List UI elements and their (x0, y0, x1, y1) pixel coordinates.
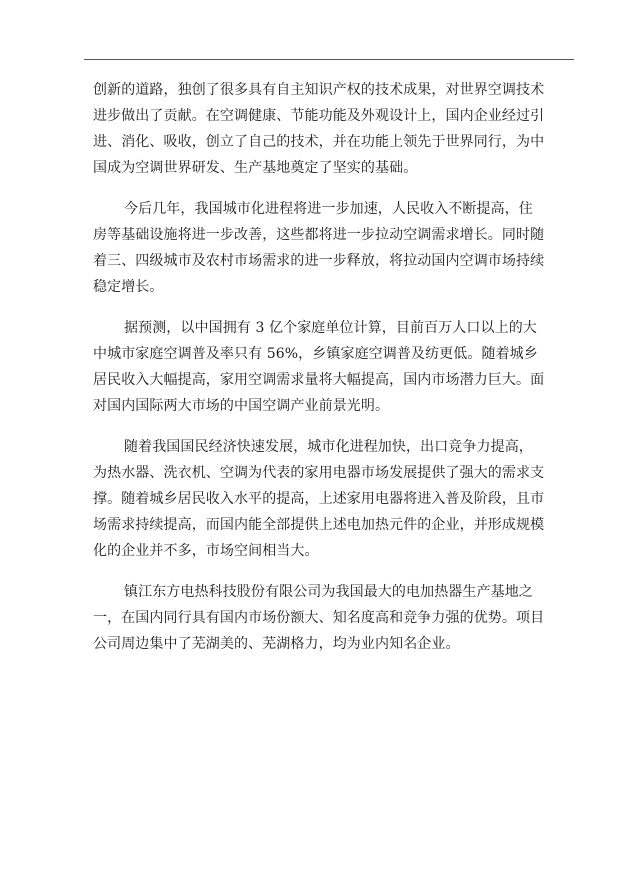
text-line: 今后几年，我国城市化进程将进一步加速，人民收入不断提高，住 (124, 201, 533, 217)
text-line: 创新的道路，独创了很多具有自主知识产权的技术成果，对世界空调技术 (93, 82, 545, 98)
paragraph-5 (93, 579, 558, 657)
text-line: 国成为空调世界研发、生产基地奠定了坚实的基础。 (93, 160, 418, 176)
text-line: 着三、四级城市及农村市场需求的进一步释放，将拉动国内空调市场持续 (93, 253, 545, 269)
text-line: 中城市家庭空调普及率只有 56%，乡镇家庭空调普及纺更低。随着城乡 (93, 346, 538, 362)
document-body (93, 77, 558, 672)
text-line: 进步做出了贡献。在空调健康、节能功能及外观设计上，国内企业经过引 (93, 108, 545, 124)
paragraph-2 (93, 196, 558, 300)
paragraph-4 (93, 434, 558, 564)
text-line: 房等基础设施将进一步改善，这些都将进一步拉动空调需求增长。同时随 (93, 227, 545, 243)
text-line: 对国内国际两大市场的中国空调产业前景光明。 (93, 398, 390, 414)
text-line: 公司周边集中了芜湖美的、芜湖格力，均为业内知名企业。 (93, 636, 460, 652)
paragraph-3 (93, 315, 558, 419)
text-line: 撑。随着城乡居民收入水平的提高，上述家用电器将进入普及阶段，且市 (93, 491, 545, 507)
text-line: 为热水器、洗衣机、空调为代表的家用电器市场发展提供了强大的需求支 (93, 465, 545, 481)
text-line: 进、消化、吸收，创立了自己的技术，并在功能上领先于世界同行，为中 (93, 134, 545, 150)
paragraph-1 (93, 77, 558, 181)
text-line: 随着我国国民经济快速发展，城市化进程加快，出口竞争力提高， (124, 439, 533, 455)
text-line: 场需求持续提高，而国内能全部提供上述电加热元件的企业，并形成规模 (93, 517, 545, 533)
text-line: 镇江东方电热科技股份有限公司为我国最大的电加热器生产基地之 (124, 584, 533, 600)
text-line: 据预测，以中国拥有 3 亿个家庭单位计算，目前百万人口以上的大 (124, 320, 537, 336)
text-line: 稳定增长。 (93, 279, 164, 295)
header-rule (84, 59, 574, 60)
text-line: 居民收入大幅提高，家用空调需求量将大幅提高，国内市场潜力巨大。面 (93, 372, 545, 388)
text-line: 化的企业并不多，市场空间相当大。 (93, 543, 319, 559)
text-line: 一，在国内同行具有国内市场份额大、知名度高和竞争力强的优势。项目 (93, 610, 545, 626)
